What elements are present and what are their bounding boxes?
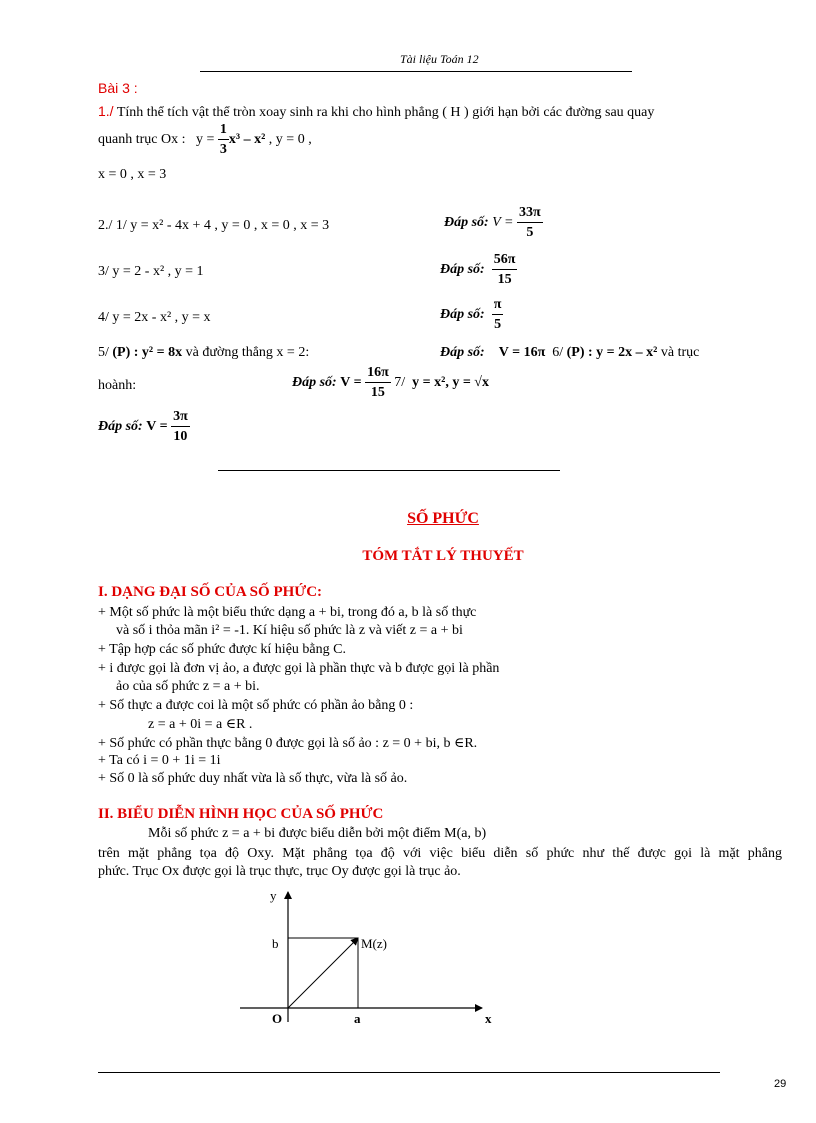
page-header-title: Tài liệu Toán 12 — [400, 52, 479, 66]
answer-7-v: V = — [146, 419, 168, 435]
fraction-numerator: 3π — [171, 410, 190, 427]
complex-plane-figure — [230, 880, 510, 1030]
fraction-denominator: 5 — [494, 317, 502, 332]
page-number: 29 — [774, 1078, 787, 1090]
fraction-denominator: 3 — [219, 142, 227, 157]
fraction-denominator: 5 — [526, 225, 534, 240]
exercise-p7-equation: y = x², y = √x — [412, 375, 489, 391]
section1-line: + Ta có i = 0 + 1i = 1i — [98, 753, 221, 768]
section1-line: + Một số phức là một biểu thức dạng a + bi, trong đó a, b là số thực — [98, 605, 477, 620]
header-rule — [200, 71, 632, 72]
answer-7-fraction — [171, 410, 190, 444]
exercise-p5-equation: (P) : y² = 8x — [112, 345, 183, 360]
exercise-p5-number: 5/ — [98, 345, 109, 360]
exercise-p4: 4/ y = 2x - x² , y = x — [98, 310, 211, 325]
fraction-numerator: π — [492, 298, 504, 315]
answer-6-fraction — [365, 366, 391, 400]
exercise-p1-eq-rest: x³ – x² — [228, 132, 266, 148]
exercise-p1-line3: x = 0 , x = 3 — [98, 167, 167, 182]
answer-label: Đáp số: — [440, 262, 485, 278]
section2-line3: phức. Trục Ox được gọi là trục thực, trục Oy được gọi là trục ảo. — [98, 864, 461, 879]
answer-label: Đáp số: — [292, 375, 337, 391]
chapter-title: SỐ PHỨC — [407, 510, 479, 527]
fraction-numerator: 1 — [218, 123, 229, 140]
fraction-numerator: 56π — [492, 253, 518, 270]
exercise-p6-text: và trục — [660, 345, 700, 360]
section2-line2: trên mặt phẳng tọa độ Oxy. Mặt phẳng tọa độ với việc biểu diễn số phức như thế được gọi là mặt phẳng — [98, 846, 782, 861]
section1-line: + Số phức có phần thực bằng 0 được gọi là số ảo : z = 0 + bi, b ∈R. — [98, 736, 478, 751]
exercise-p6-number: 6/ — [552, 345, 564, 360]
a-label: a — [354, 1011, 361, 1026]
answer-2-fraction — [517, 206, 543, 240]
answer-6-and-p7 — [292, 366, 489, 400]
exercise-p1-line2 — [98, 123, 312, 157]
exercise-p1-number: 1./ — [98, 103, 114, 119]
answer-3-fraction — [492, 253, 518, 287]
exercise-p5-text: và đường thẳng x = 2: — [185, 345, 310, 360]
exercise-p7-number: 7/ — [394, 375, 406, 391]
answer-6-v: V = — [340, 375, 362, 391]
x-axis-label: x — [485, 1011, 492, 1026]
answer-label: Đáp số: — [444, 215, 489, 231]
exercise-p1-text: Tính thể tích vật thể tròn xoay sinh ra khi cho hình phẳng ( H ) giới hạn bởi các đường sau quay — [116, 105, 655, 120]
exercise-p1-line1 — [98, 103, 753, 121]
section1-line: + Tập hợp các số phức được kí hiệu bằng C. — [98, 642, 346, 657]
section2-heading: II. BIỂU DIỄN HÌNH HỌC CỦA SỐ PHỨC — [98, 806, 384, 822]
answer-label: Đáp số: — [98, 419, 143, 435]
b-label: b — [272, 936, 279, 951]
fraction-numerator: 16π — [365, 366, 391, 383]
exercise-p1-lead: quanh trục Ox : — [98, 132, 186, 148]
answer-4-fraction — [492, 298, 504, 332]
answer-4 — [440, 298, 503, 332]
exercise-p6-equation: (P) : y = 2x – x² — [566, 345, 658, 360]
exercise-p2: 2./ 1/ y = x² - 4x + 4 , y = 0 , x = 0 , x = 3 — [98, 218, 330, 233]
exercise-p3: 3/ y = 2 - x² , y = 1 — [98, 264, 204, 279]
answer-label: Đáp số: — [440, 307, 485, 323]
answer-2 — [444, 206, 543, 240]
answer-2-v: V = — [492, 215, 514, 231]
exercise-p1-eq-tail: , y = 0 , — [268, 132, 312, 148]
fraction-denominator: 10 — [173, 429, 188, 444]
origin-label: O — [272, 1011, 283, 1026]
answer-5-and-p6 — [440, 345, 699, 361]
answer-3 — [440, 253, 517, 287]
footer-rule — [98, 1072, 720, 1073]
answer-7 — [98, 410, 190, 444]
section1-line: ảo của số phức z = a + bi. — [116, 679, 260, 694]
section1-heading: I. DẠNG ĐẠI SỐ CỦA SỐ PHỨC: — [98, 584, 323, 600]
section1-line: z = a + 0i = a ∈R . — [148, 717, 253, 732]
exercise-heading: Bài 3 : — [98, 80, 138, 96]
section2-line1: Mỗi số phức z = a + bi được biểu diễn bởi một điểm M(a, b) — [148, 826, 487, 841]
exercise-p6-line2: hoành: — [98, 378, 137, 393]
answer-5-value: V = 16π — [498, 345, 546, 360]
y-axis-label: y — [270, 888, 277, 903]
fraction-denominator: 15 — [370, 385, 385, 400]
answer-label: Đáp số: — [440, 345, 485, 360]
exercise-p5-lead — [98, 345, 309, 361]
fraction-numerator: 33π — [517, 206, 543, 223]
section1-line: + Số 0 là số phức duy nhất vừa là số thực, vừa là số ảo. — [98, 771, 408, 786]
exercise-p1-eq-y: y = — [195, 132, 215, 148]
section1-line: + Số thực a được coi là một số phức có phần ảo bằng 0 : — [98, 698, 414, 713]
chapter-subtitle: TÓM TẮT LÝ THUYẾT — [362, 548, 524, 564]
point-m-label: M(z) — [361, 936, 387, 951]
section-divider — [218, 470, 560, 471]
exercise-p1-fraction — [218, 123, 229, 157]
fraction-denominator: 15 — [497, 272, 512, 287]
section1-line: + i được gọi là đơn vị ảo, a được gọi là phần thực và b được gọi là phần — [98, 661, 500, 676]
vector-om — [288, 938, 358, 1008]
section1-line: và số i thỏa mãn i² = -1. Kí hiệu số phức là z và viết z = a + bi — [116, 623, 463, 638]
